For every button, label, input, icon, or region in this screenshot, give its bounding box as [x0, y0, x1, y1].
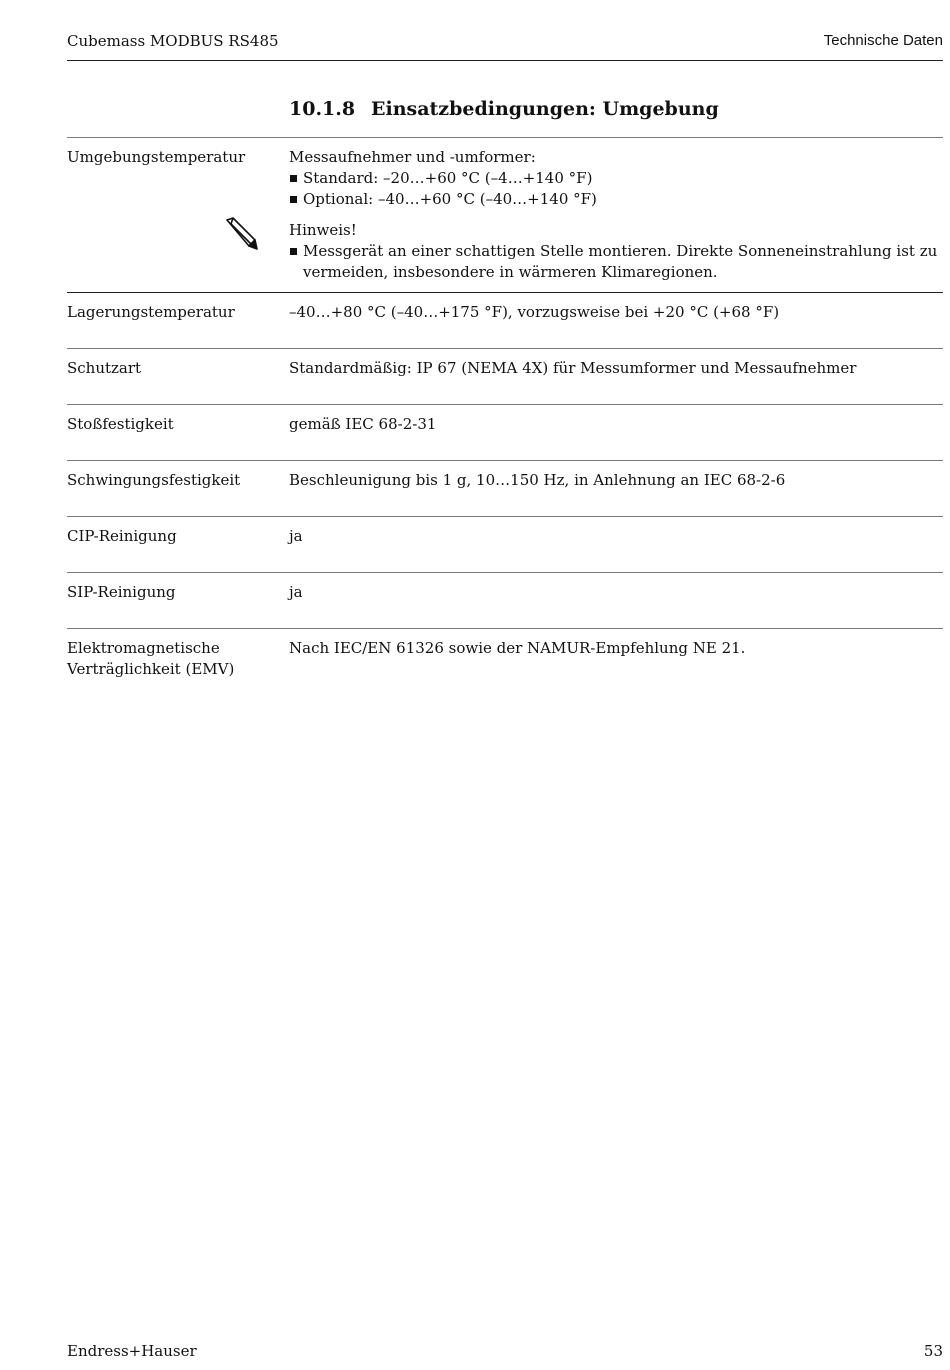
page-number: 53 — [923, 1342, 943, 1360]
spec-label: Stoßfestigkeit — [67, 415, 174, 433]
section-heading — [289, 98, 719, 120]
list-item: Standard: –20…+60 °C (–4…+140 °F) — [289, 168, 943, 189]
spec-row-sip-cleaning — [67, 572, 943, 628]
list-item: Optional: –40…+60 °C (–40…+140 °F) — [289, 189, 943, 210]
note-block — [289, 220, 943, 283]
spec-label: Schwingungsfestigkeit — [67, 471, 241, 489]
spec-row-shock-resistance — [67, 404, 943, 460]
page-header — [67, 32, 943, 61]
spec-table — [67, 137, 943, 689]
spec-label-line: Verträglichkeit (EMV) — [67, 660, 235, 678]
spec-label — [67, 638, 282, 680]
spec-intro: Messaufnehmer und -umformer: — [289, 148, 536, 166]
spec-row-cip-cleaning — [67, 516, 943, 572]
spec-row-emc — [67, 628, 943, 689]
spec-row-storage-temperature — [67, 292, 943, 348]
spec-label: CIP-Reinigung — [67, 527, 177, 545]
spec-value: gemäß IEC 68-2-31 — [289, 415, 437, 433]
spec-row-protection-class — [67, 348, 943, 404]
pencil-icon — [219, 216, 259, 250]
footer-brand: Endress+Hauser — [67, 1342, 197, 1360]
spec-value: Standardmäßig: IP 67 (NEMA 4X) für Messumformer und Messaufnehmer — [289, 359, 857, 377]
spec-value — [289, 147, 943, 283]
note-title: Hinweis! — [289, 221, 357, 239]
header-chapter-title: Technische Daten — [823, 32, 943, 49]
spec-row-vibration-resistance — [67, 460, 943, 516]
header-document-title: Cubemass MODBUS RS485 — [67, 32, 279, 50]
spec-value: Nach IEC/EN 61326 sowie der NAMUR-Empfehlung NE 21. — [289, 639, 746, 657]
spec-label: Lagerungstemperatur — [67, 303, 235, 321]
section-title: Einsatzbedingungen: Umgebung — [371, 98, 719, 120]
spec-label: SIP-Reinigung — [67, 583, 176, 601]
section-number: 10.1.8 — [289, 98, 356, 120]
list-item: Messgerät an einer schattigen Stelle montieren. Direkte Sonneneinstrahlung ist zu vermeiden, insbesondere in wärmeren Klimaregionen. — [289, 241, 943, 283]
spec-row-ambient-temperature — [67, 137, 943, 292]
spec-label-line: Elektromagnetische — [67, 639, 220, 657]
spec-value: ja — [289, 583, 303, 601]
spec-value: ja — [289, 527, 303, 545]
spec-value: –40…+80 °C (–40…+175 °F), vorzugsweise bei +20 °C (+68 °F) — [289, 303, 780, 321]
spec-label: Schutzart — [67, 359, 142, 377]
spec-value: Beschleunigung bis 1 g, 10…150 Hz, in Anlehnung an IEC 68-2-6 — [289, 471, 786, 489]
spec-label: Umgebungstemperatur — [67, 148, 246, 166]
